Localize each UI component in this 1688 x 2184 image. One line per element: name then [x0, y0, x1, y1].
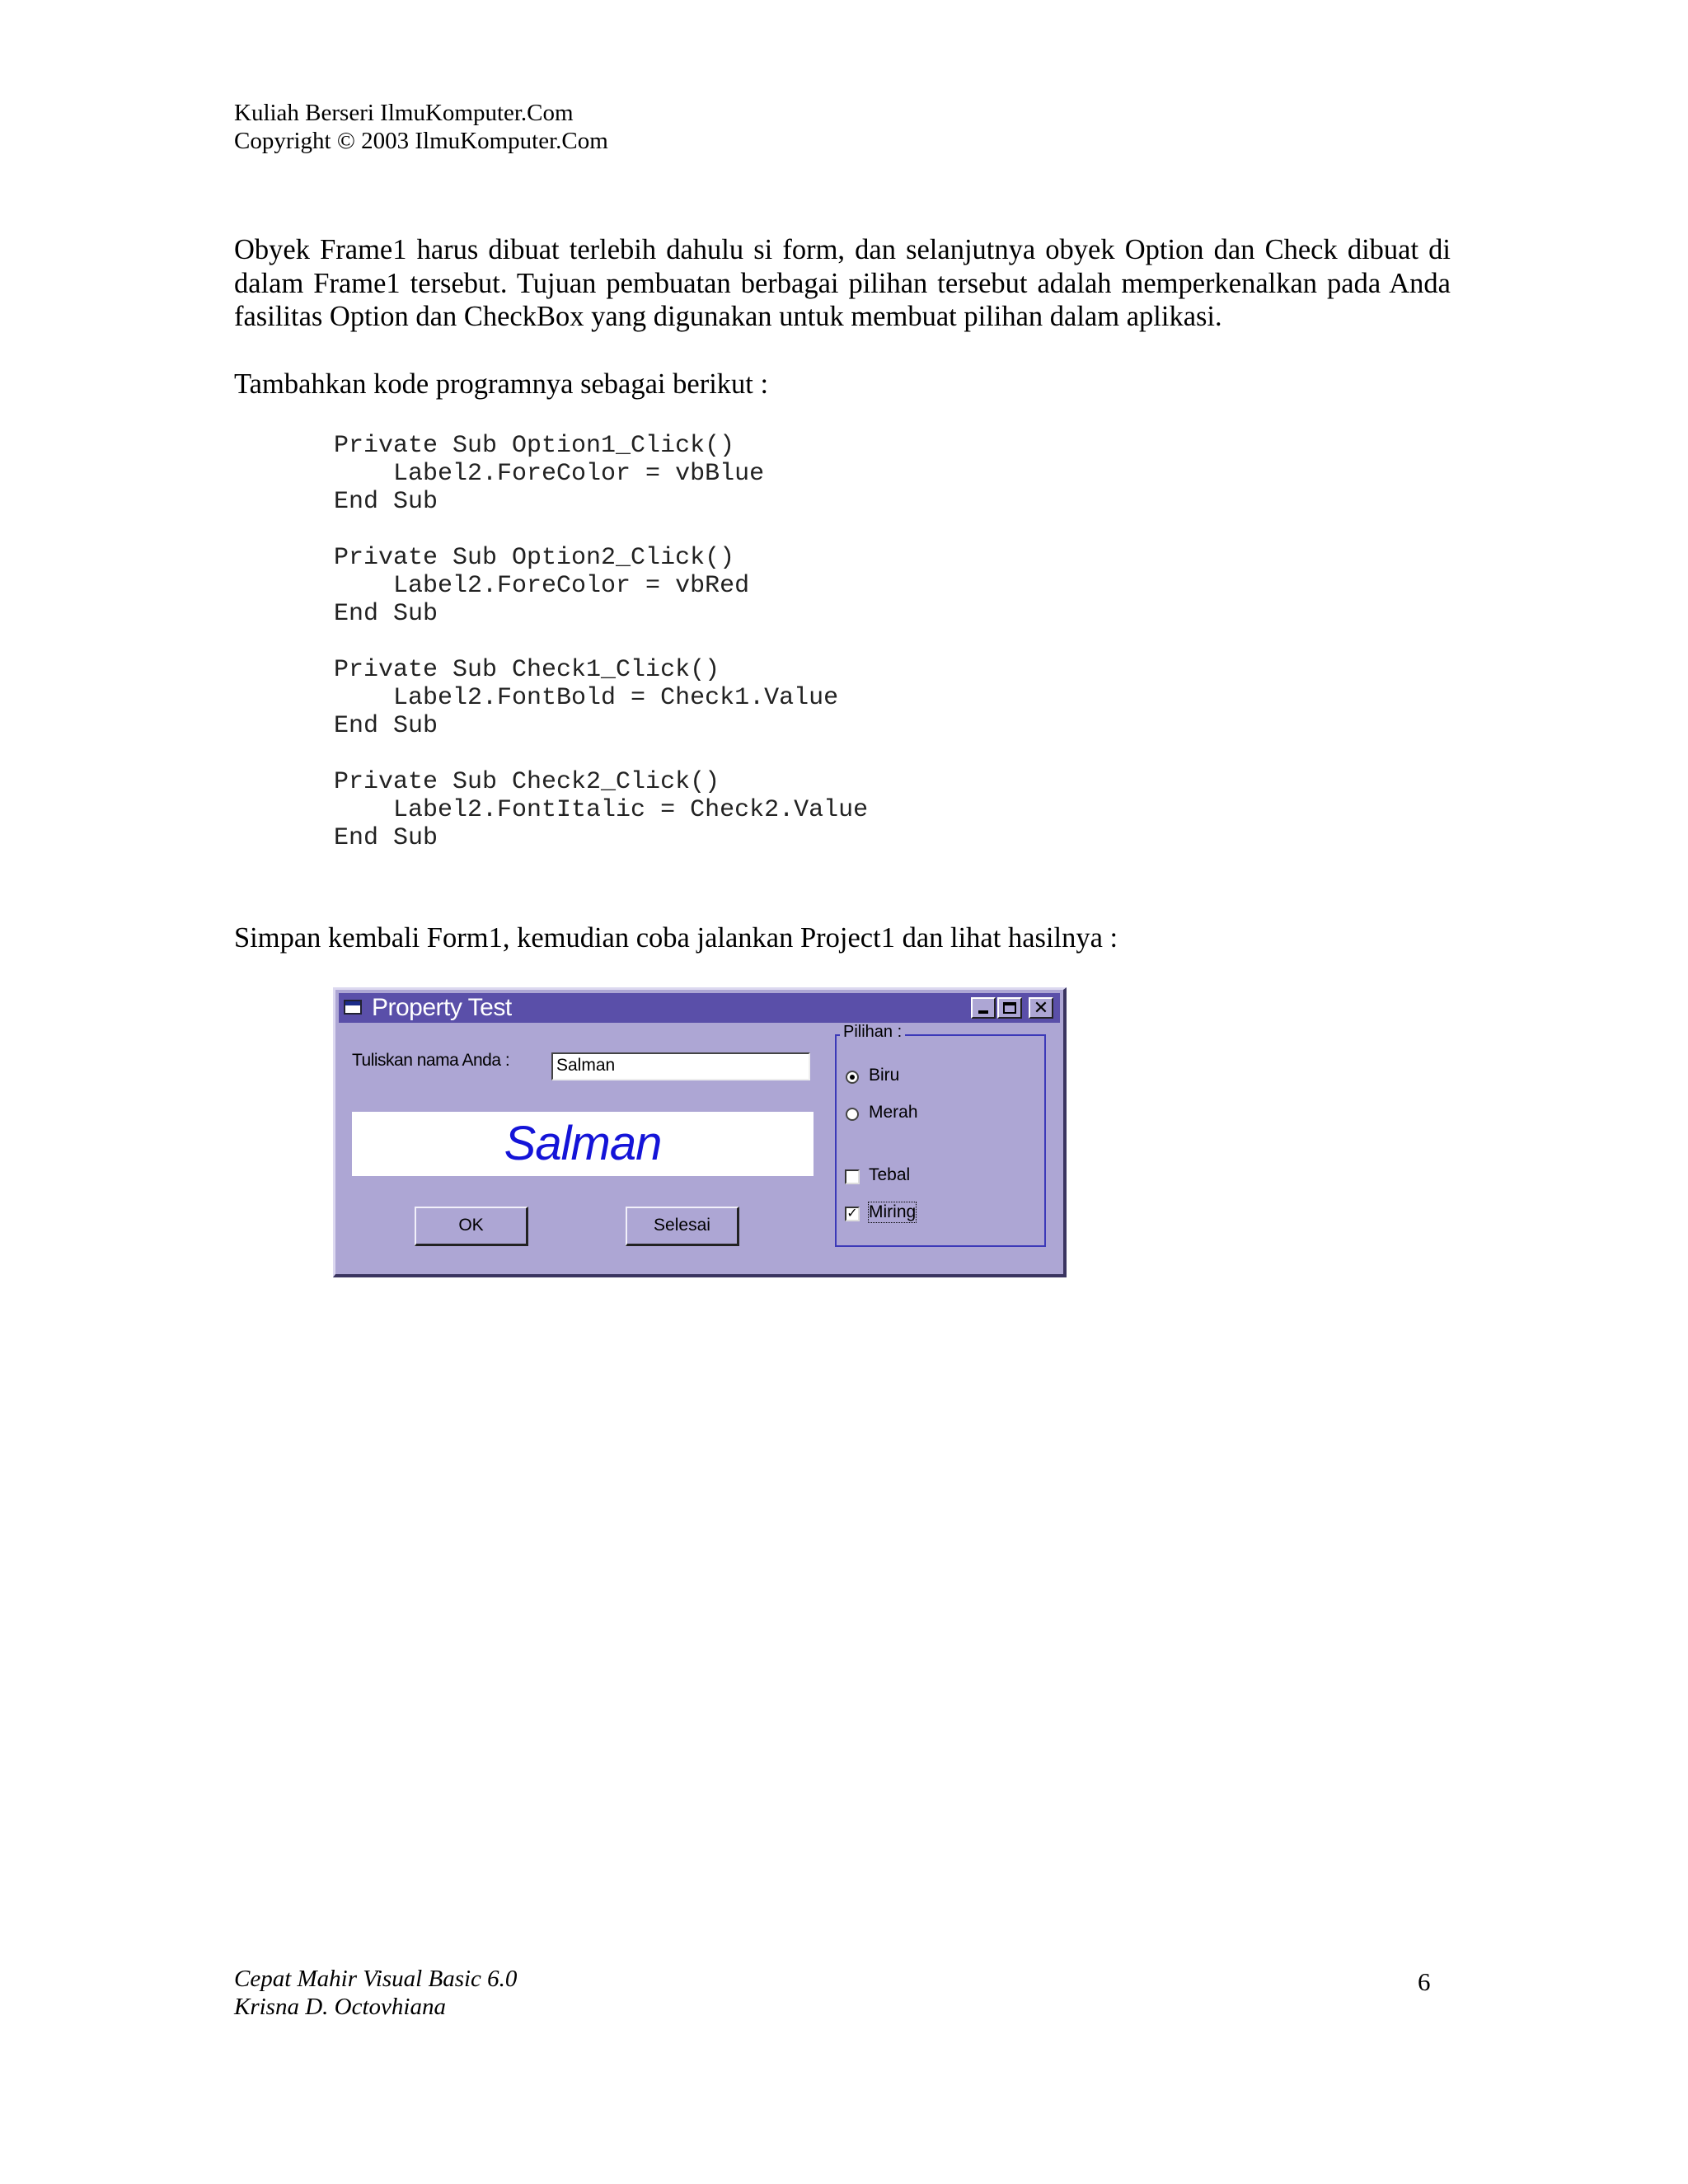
close-button[interactable]: ✕: [1029, 997, 1053, 1019]
header-title: Kuliah Berseri IlmuKomputer.Com: [234, 100, 574, 126]
title-bar: [339, 993, 1060, 1023]
check-miring-label[interactable]: Miring: [869, 1202, 917, 1221]
check-tebal-box[interactable]: [845, 1169, 860, 1184]
options-frame: [835, 1034, 1046, 1247]
run-paragraph: Simpan kembali Form1, kemudian coba jalankan Project1 dan lihat hasilnya :: [234, 922, 1118, 954]
page-number: 6: [1418, 1967, 1431, 1996]
check-tebal-label[interactable]: Tebal: [869, 1165, 911, 1184]
maximize-button[interactable]: [997, 997, 1022, 1019]
footer-author: Krisna D. Octovhiana: [234, 1994, 446, 2020]
form-icon: [344, 1000, 362, 1015]
footer-book-title: Cepat Mahir Visual Basic 6.0: [234, 1966, 518, 1992]
minimize-button[interactable]: [971, 997, 996, 1019]
header-copyright: Copyright © 2003 IlmuKomputer.Com: [234, 128, 608, 154]
page-footer: [234, 1965, 517, 2021]
minimize-icon: [978, 1010, 988, 1014]
option-biru-radio[interactable]: [846, 1071, 859, 1084]
option-biru-label[interactable]: Biru: [869, 1066, 900, 1085]
name-label: Tuliskan nama Anda :: [352, 1051, 510, 1070]
selesai-button[interactable]: Selesai: [626, 1207, 739, 1246]
ok-button[interactable]: OK: [415, 1207, 528, 1246]
intro-paragraph: Obyek Frame1 harus dibuat terlebih dahulu si form, dan selanjutnya obyek Option dan Check dibuat di dalam Frame1 tersebut. Tujuan pembuatan berbagai pilihan tersebut adalah memperkenalkan pada Anda fasilitas Option dan CheckBox yang digunakan untuk membuat pilihan dalam aplikasi.: [234, 234, 1451, 332]
option-merah-radio[interactable]: [846, 1108, 859, 1121]
output-label: Salman: [352, 1112, 814, 1176]
name-input[interactable]: Salman: [551, 1052, 810, 1080]
option-merah-label[interactable]: Merah: [869, 1103, 918, 1122]
property-test-window: [333, 987, 1067, 1277]
check-miring-box[interactable]: ✓: [845, 1207, 860, 1221]
page-header: [234, 99, 608, 155]
window-title: Property Test: [372, 994, 512, 1021]
instruction-paragraph: Tambahkan kode programnya sebagai berikut :: [234, 368, 769, 400]
maximize-icon: [1003, 1002, 1016, 1014]
frame-caption: Pilihan :: [840, 1023, 905, 1042]
code-listing: Private Sub Option1_Click() Label2.ForeColor = vbBlue End Sub Private Sub Option2_Click() Label2.ForeColor = vbRed End Sub Private Sub Check1_Click() Label2.FontBold = Check1.Value End Sub Private Sub Check2_Click() Label2.FontItalic = Check2.Value End Sub: [334, 432, 869, 852]
